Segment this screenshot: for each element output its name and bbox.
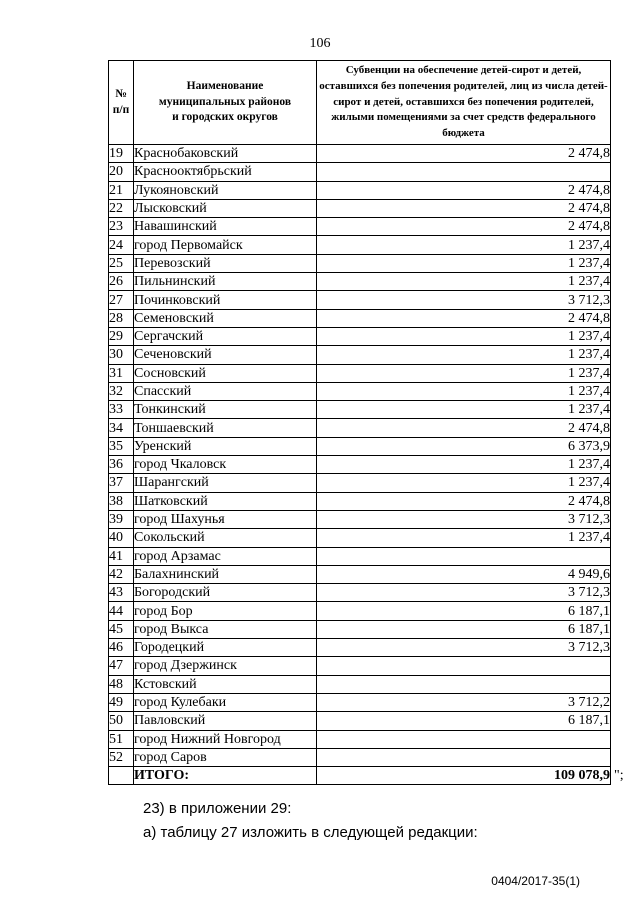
page-number: 106 bbox=[309, 36, 331, 51]
total-label: ИТОГО: bbox=[134, 767, 317, 785]
row-municipality: Перевозский bbox=[134, 254, 317, 272]
row-subsidy-value: 1 237,4 bbox=[317, 382, 611, 400]
row-number: 39 bbox=[109, 510, 134, 528]
row-subsidy-value: 1 237,4 bbox=[317, 254, 611, 272]
row-municipality: Уренский bbox=[134, 437, 317, 455]
row-subsidy-value: 1 237,4 bbox=[317, 327, 611, 345]
table-row bbox=[109, 730, 611, 748]
row-number: 20 bbox=[109, 163, 134, 181]
table-row bbox=[109, 364, 611, 382]
row-subsidy-value bbox=[317, 730, 611, 748]
row-subsidy-value: 6 187,1 bbox=[317, 602, 611, 620]
row-subsidy-value: 3 712,2 bbox=[317, 693, 611, 711]
table-row bbox=[109, 456, 611, 474]
row-municipality: Семеновский bbox=[134, 309, 317, 327]
row-subsidy-value: 3 712,3 bbox=[317, 291, 611, 309]
row-number: 45 bbox=[109, 620, 134, 638]
table-row bbox=[109, 565, 611, 583]
row-number: 49 bbox=[109, 693, 134, 711]
row-number: 44 bbox=[109, 602, 134, 620]
row-municipality: Балахнинский bbox=[134, 565, 317, 583]
row-subsidy-value: 6 187,1 bbox=[317, 712, 611, 730]
table-row bbox=[109, 584, 611, 602]
row-subsidy-value: 1 237,4 bbox=[317, 456, 611, 474]
row-number: 26 bbox=[109, 273, 134, 291]
row-subsidy-value bbox=[317, 675, 611, 693]
row-number: 38 bbox=[109, 492, 134, 510]
table-row bbox=[109, 291, 611, 309]
row-subsidy-value: 1 237,4 bbox=[317, 401, 611, 419]
row-subsidy-value bbox=[317, 748, 611, 766]
row-number: 46 bbox=[109, 639, 134, 657]
table-row bbox=[109, 602, 611, 620]
row-municipality: Кстовский bbox=[134, 675, 317, 693]
amendment-item: 23) в приложении 29: bbox=[143, 800, 292, 817]
row-subsidy-value: 2 474,8 bbox=[317, 218, 611, 236]
table-row bbox=[109, 218, 611, 236]
row-subsidy-value: 1 237,4 bbox=[317, 236, 611, 254]
row-municipality: город Выкса bbox=[134, 620, 317, 638]
row-number: 52 bbox=[109, 748, 134, 766]
row-municipality: город Первомайск bbox=[134, 236, 317, 254]
row-subsidy-value: 3 712,3 bbox=[317, 639, 611, 657]
row-number: 50 bbox=[109, 712, 134, 730]
row-number: 48 bbox=[109, 675, 134, 693]
subsidy-table bbox=[108, 60, 611, 785]
row-municipality: город Арзамас bbox=[134, 547, 317, 565]
row-number: 35 bbox=[109, 437, 134, 455]
row-subsidy-value: 4 949,6 bbox=[317, 565, 611, 583]
row-number: 36 bbox=[109, 456, 134, 474]
row-number: 29 bbox=[109, 327, 134, 345]
table-row bbox=[109, 639, 611, 657]
row-subsidy-value: 2 474,8 bbox=[317, 199, 611, 217]
header-subsidy: Субвенции на обеспечение детей-сирот и детей, оставшихся без попечения родителей, лиц из числа детей-сирот и детей, оставшихся без попечения родителей, жилыми помещениями за счет средств федерального бюджета bbox=[317, 61, 611, 145]
table-row bbox=[109, 712, 611, 730]
table-row bbox=[109, 437, 611, 455]
row-subsidy-value: 1 237,4 bbox=[317, 474, 611, 492]
row-municipality: Починковский bbox=[134, 291, 317, 309]
table-row bbox=[109, 327, 611, 345]
row-subsidy-value: 2 474,8 bbox=[317, 309, 611, 327]
closing-quote: "; bbox=[614, 768, 624, 783]
table-row bbox=[109, 382, 611, 400]
row-number: 37 bbox=[109, 474, 134, 492]
row-number: 22 bbox=[109, 199, 134, 217]
table-row bbox=[109, 419, 611, 437]
table-row bbox=[109, 199, 611, 217]
table-row bbox=[109, 236, 611, 254]
row-municipality: Пильнинский bbox=[134, 273, 317, 291]
row-number: 31 bbox=[109, 364, 134, 382]
row-number: 25 bbox=[109, 254, 134, 272]
row-municipality: Навашинский bbox=[134, 218, 317, 236]
table-row bbox=[109, 620, 611, 638]
row-subsidy-value: 1 237,4 bbox=[317, 273, 611, 291]
table-row bbox=[109, 492, 611, 510]
row-number: 42 bbox=[109, 565, 134, 583]
row-municipality: Шарангский bbox=[134, 474, 317, 492]
row-subsidy-value: 3 712,3 bbox=[317, 584, 611, 602]
row-subsidy-value: 6 373,9 bbox=[317, 437, 611, 455]
table-row bbox=[109, 254, 611, 272]
table-row bbox=[109, 657, 611, 675]
row-municipality: Сокольский bbox=[134, 529, 317, 547]
row-municipality: город Бор bbox=[134, 602, 317, 620]
table-row bbox=[109, 346, 611, 364]
row-number: 27 bbox=[109, 291, 134, 309]
row-subsidy-value: 1 237,4 bbox=[317, 346, 611, 364]
row-subsidy-value: 6 187,1 bbox=[317, 620, 611, 638]
row-number: 19 bbox=[109, 145, 134, 163]
table-row bbox=[109, 748, 611, 766]
row-subsidy-value: 2 474,8 bbox=[317, 419, 611, 437]
row-number: 23 bbox=[109, 218, 134, 236]
row-subsidy-value: 1 237,4 bbox=[317, 364, 611, 382]
row-number: 41 bbox=[109, 547, 134, 565]
row-subsidy-value: 2 474,8 bbox=[317, 492, 611, 510]
row-municipality: Богородский bbox=[134, 584, 317, 602]
table-row bbox=[109, 273, 611, 291]
row-municipality: Краснооктябрьский bbox=[134, 163, 317, 181]
row-subsidy-value bbox=[317, 657, 611, 675]
header-municipality: Наименование муниципальных районов и городских округов bbox=[134, 61, 317, 145]
total-blank-cell bbox=[109, 767, 134, 785]
table-header-row bbox=[109, 61, 611, 145]
row-subsidy-value bbox=[317, 163, 611, 181]
table-row bbox=[109, 309, 611, 327]
row-municipality: город Саров bbox=[134, 748, 317, 766]
row-municipality: Тонкинский bbox=[134, 401, 317, 419]
row-number: 24 bbox=[109, 236, 134, 254]
row-municipality: Сосновский bbox=[134, 364, 317, 382]
row-municipality: Шатковский bbox=[134, 492, 317, 510]
row-municipality: Сеченовский bbox=[134, 346, 317, 364]
row-municipality: Краснобаковский bbox=[134, 145, 317, 163]
table-row bbox=[109, 474, 611, 492]
table-row bbox=[109, 529, 611, 547]
row-subsidy-value: 2 474,8 bbox=[317, 145, 611, 163]
row-number: 33 bbox=[109, 401, 134, 419]
row-subsidy-value: 1 237,4 bbox=[317, 529, 611, 547]
table-row bbox=[109, 547, 611, 565]
row-subsidy-value: 2 474,8 bbox=[317, 181, 611, 199]
row-number: 43 bbox=[109, 584, 134, 602]
row-municipality: город Нижний Новгород bbox=[134, 730, 317, 748]
row-number: 51 bbox=[109, 730, 134, 748]
table-row bbox=[109, 510, 611, 528]
row-municipality: город Шахунья bbox=[134, 510, 317, 528]
table-row bbox=[109, 675, 611, 693]
row-number: 30 bbox=[109, 346, 134, 364]
row-municipality: Сергачский bbox=[134, 327, 317, 345]
row-municipality: Тоншаевский bbox=[134, 419, 317, 437]
row-subsidy-value: 3 712,3 bbox=[317, 510, 611, 528]
row-subsidy-value bbox=[317, 547, 611, 565]
table-row bbox=[109, 145, 611, 163]
table-row bbox=[109, 401, 611, 419]
row-number: 21 bbox=[109, 181, 134, 199]
table-row bbox=[109, 693, 611, 711]
total-row bbox=[109, 767, 611, 785]
row-number: 28 bbox=[109, 309, 134, 327]
row-municipality: Лысковский bbox=[134, 199, 317, 217]
row-number: 47 bbox=[109, 657, 134, 675]
row-municipality: город Дзержинск bbox=[134, 657, 317, 675]
row-municipality: город Чкаловск bbox=[134, 456, 317, 474]
row-municipality: Городецкий bbox=[134, 639, 317, 657]
total-value: 109 078,9 bbox=[317, 767, 611, 785]
document-code: 0404/2017-35(1) bbox=[491, 874, 580, 888]
row-number: 40 bbox=[109, 529, 134, 547]
row-municipality: город Кулебаки bbox=[134, 693, 317, 711]
amendment-subitem: а) таблицу 27 изложить в следующей редакции: bbox=[143, 824, 478, 841]
table-row bbox=[109, 181, 611, 199]
header-number: № п/п bbox=[109, 61, 134, 145]
row-municipality: Спасский bbox=[134, 382, 317, 400]
row-municipality: Лукояновский bbox=[134, 181, 317, 199]
row-municipality: Павловский bbox=[134, 712, 317, 730]
row-number: 32 bbox=[109, 382, 134, 400]
table-row bbox=[109, 163, 611, 181]
row-number: 34 bbox=[109, 419, 134, 437]
